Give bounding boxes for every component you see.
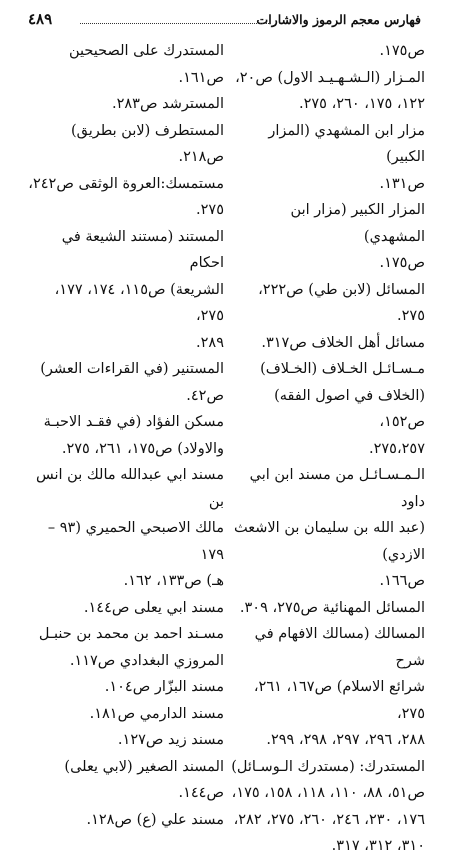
index-entry-line: المـزار (الـشـهـيـد الاول) ص٢٠،: [235, 69, 425, 86]
index-entry-line: المستدرك: (مستدرك الـوسـائل): [231, 758, 425, 775]
index-entry-line: ٢٧٥،٢٥٧.: [368, 440, 425, 457]
index-entry-line: ٢٨٨، ٢٩٦، ٢٩٧، ٢٩٨، ٢٩٩.: [266, 732, 425, 748]
index-entry-line: مسكن الفؤاد (في فقـد الاحبـة: [43, 414, 224, 430]
index-entry: [225, 197, 425, 277]
index-entry-line: المزار الكبير (مزار ابن المشهدي): [290, 202, 425, 245]
index-entry: [225, 330, 425, 357]
index-entry-line: المسائل (لابن طي) ص٢٢٢،: [258, 281, 425, 298]
index-entry: [225, 754, 425, 860]
index-entry-line: المسالك (مسالك الافهام في شرح: [254, 626, 425, 669]
index-entry-line: ١٧٦، ٢٣٠، ٢٤٦، ٢٦٠، ٢٧٥، ٢٨٢،: [233, 811, 425, 828]
index-entry-line: مستمسك:العروة الوثقى ص٢٤٢،: [28, 175, 224, 192]
header-dot-leader: [80, 23, 269, 24]
index-entry-line: ص٤٢.: [186, 387, 224, 404]
index-entry: [225, 277, 425, 330]
index-entry: [24, 356, 224, 409]
index-entry-line: ٣١٠، ٣١٢، ٣١٧.: [331, 838, 425, 854]
index-entry: [24, 674, 224, 701]
index-entry-line: مسـند احمد بن محمد بن حنبـل: [38, 626, 224, 642]
index-entry-line: مالك الاصبحي الحميري (٩٣ – ١٧٩: [47, 520, 224, 563]
index-entry-line: المستنير (في القراءات العشر): [40, 361, 224, 377]
index-entry: [225, 595, 425, 622]
index-entry-line: ص١٧٥.: [379, 255, 425, 271]
index-entry-line: المسند الصغير (لابي يعلى): [64, 758, 224, 775]
index-entry: [24, 118, 224, 171]
running-title: فهارس معجم الرموز والاشارات: [256, 12, 421, 27]
index-entry-line: ٢٧٥.: [196, 202, 224, 218]
index-entry: [225, 621, 425, 754]
index-entry: [225, 38, 425, 65]
index-entry: [225, 462, 425, 595]
index-entry-line: ص٥١، ٨٨، ١١٠، ١١٨، ١٥٨، ١٧٥،: [231, 785, 425, 801]
page-number: ٤٨٩: [28, 10, 53, 28]
index-entry-line: المروزي البغدادي ص١١٧.: [69, 652, 224, 669]
index-entry-line: ص١٦٦.: [379, 573, 425, 589]
index-entry-line: (الخلاف في اصول الفقه) ص١٥٢،: [274, 387, 425, 430]
index-entry-line: مسند ابي عبدالله مالك بن انس بن: [36, 467, 224, 510]
index-entry-line: مسند البزّار ص١٠٤.: [104, 679, 224, 695]
index-entry-line: ٢٧٥.: [397, 308, 425, 324]
index-entry: [24, 224, 224, 357]
index-entry: [24, 595, 224, 622]
index-entry-line: هـ) ص١٣٣، ١٦٢.: [123, 573, 224, 589]
index-entry-line: المسترشد ص٢٨٣.: [111, 96, 224, 112]
index-entry-line: مسند زيد ص١٢٧.: [117, 732, 224, 748]
index-entry: [24, 727, 224, 754]
index-entry: [24, 807, 224, 834]
index-entry: [225, 356, 425, 462]
index-entry-line: (عبد الله بن سليمان بن الاشعث الازدي): [234, 520, 425, 563]
index-entry-line: مزار ابن المشهدي (المزار الكبير): [268, 122, 425, 165]
index-column-right: [225, 38, 425, 860]
index-entry-line: مسائل أهل الخلاف ص٣١٧.: [261, 334, 425, 351]
index-entry: [24, 91, 224, 118]
index-entry: [24, 701, 224, 728]
index-entry: [24, 409, 224, 462]
index-entry-line: ص١٣١.: [379, 175, 425, 192]
index-entry-line: ص١٤٤.: [178, 785, 224, 801]
index-entry-line: المستطرف (لابن بطريق) ص٢١٨.: [70, 122, 224, 165]
index-entry-line: ١٢٢، ١٧٥، ٢٦٠، ٢٧٥.: [299, 96, 425, 112]
index-entry: [24, 621, 224, 674]
index-entry-line: مسند الدارمي ص١٨١.: [89, 705, 224, 722]
index-entry: [225, 118, 425, 198]
index-entry: [24, 462, 224, 595]
index-entry: [24, 171, 224, 224]
index-entry-line: المسائل المهنائية ص٢٧٥، ٣٠٩.: [239, 599, 425, 616]
index-entry: [24, 754, 224, 807]
index-entry-line: مسند ابي يعلى ص١٤٤.: [83, 599, 224, 616]
index-entry-line: الشريعة) ص١١٥، ١٧٤، ١٧٧، ٢٧٥،: [54, 281, 224, 324]
index-entry-line: ص١٧٥.: [379, 43, 425, 59]
index-entry-line: مسند علي (ع) ص١٢٨.: [86, 811, 224, 828]
index-column-left: [24, 38, 224, 833]
index-entry-line: الـمـسـائـل من مسند ابن ابي داود: [249, 467, 425, 510]
index-entry-line: والاولاد) ص١٧٥، ٢٦١، ٢٧٥.: [61, 440, 224, 457]
index-entry: [225, 65, 425, 118]
index-entry-line: المستند (مستند الشيعة في احكام: [61, 228, 224, 271]
index-entry-line: مـسـائـل الخـلاف (الخـلاف): [260, 361, 425, 377]
index-entry: [24, 38, 224, 91]
page-header: [28, 12, 421, 32]
index-entry-line: المستدرك على الصحيحين ص١٦١.: [69, 43, 224, 86]
index-entry-line: شرائع الاسلام) ص١٦٧، ٢٦١، ٢٧٥،: [253, 679, 425, 722]
index-entry-line: ٢٨٩.: [196, 334, 224, 351]
